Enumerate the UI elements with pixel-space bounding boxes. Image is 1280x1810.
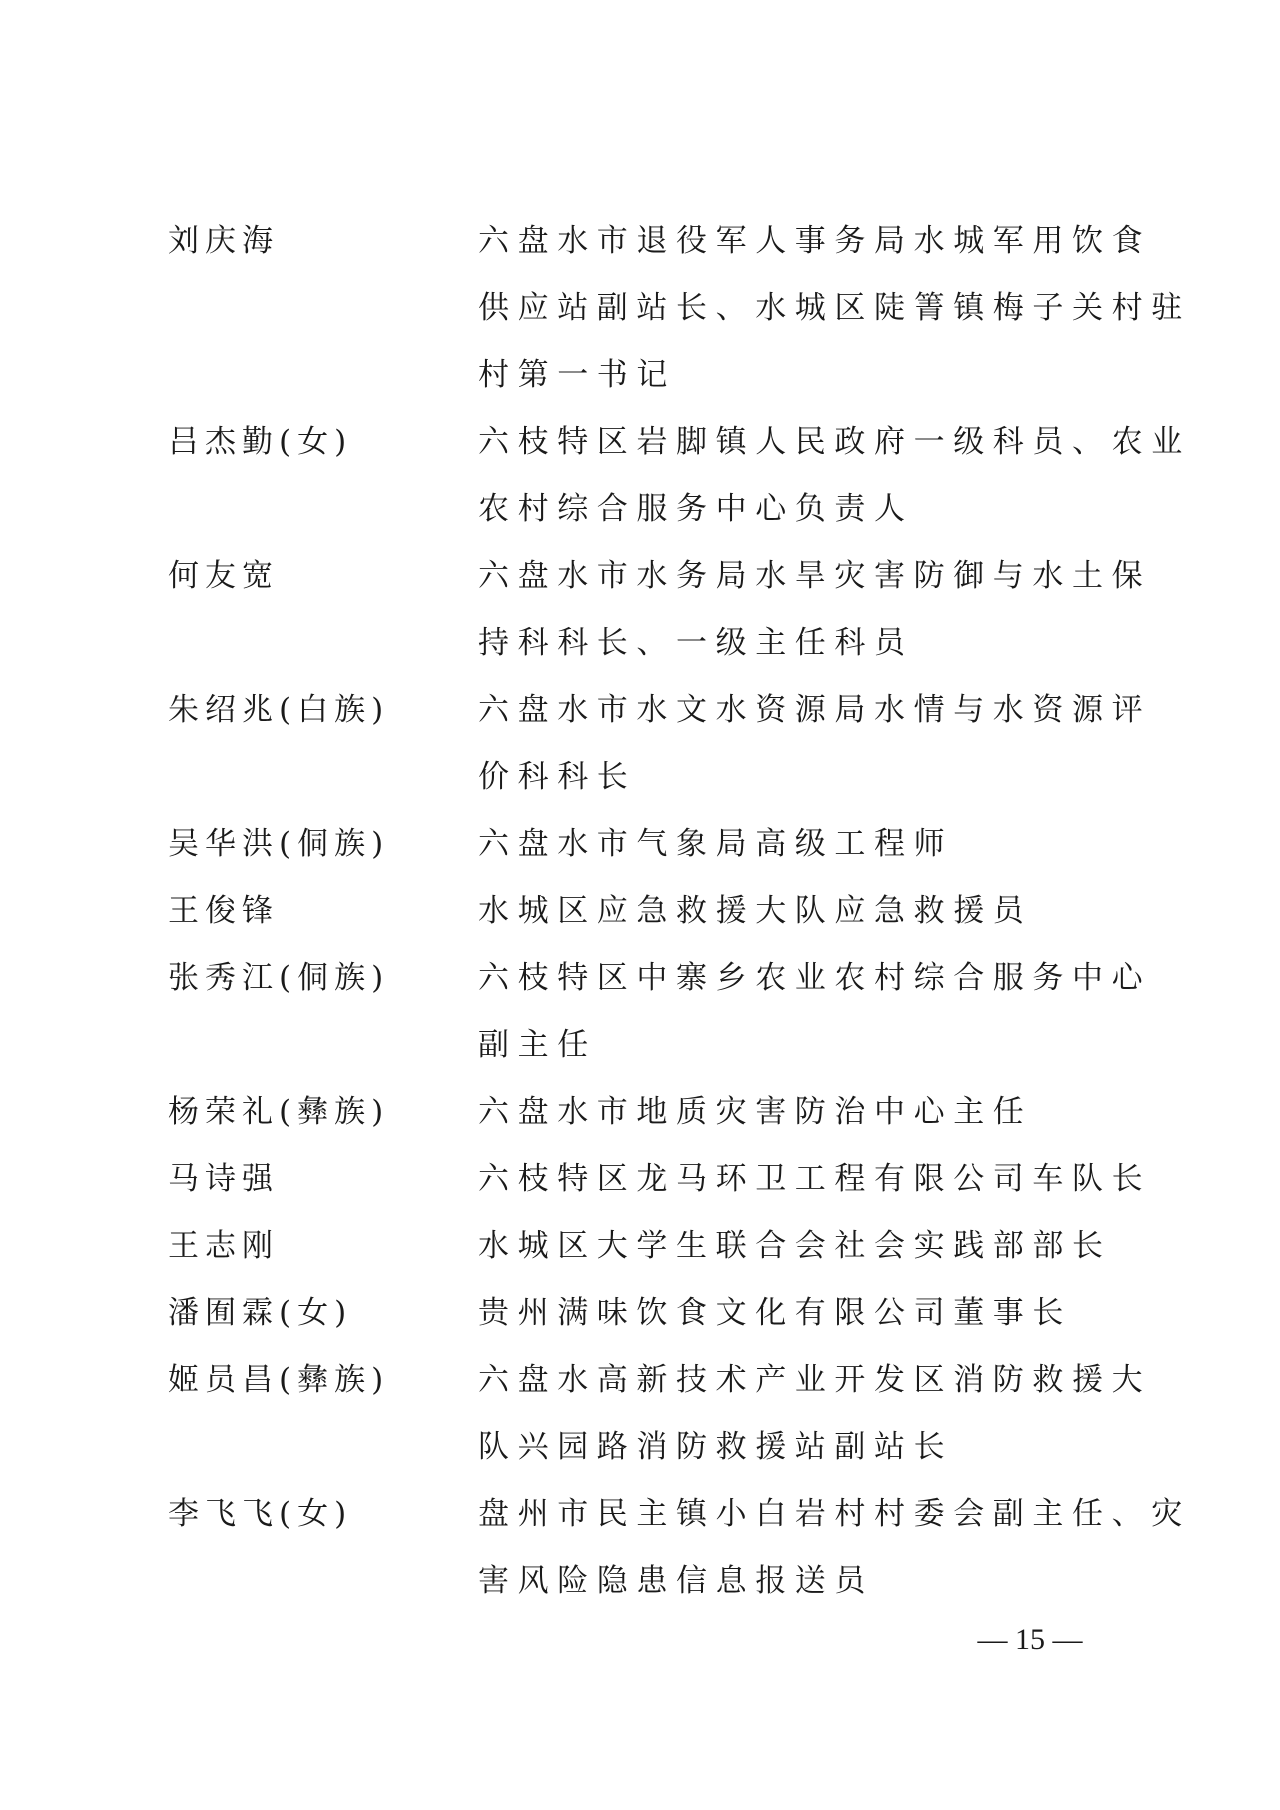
position-description	[478, 878, 1118, 945]
list-item	[168, 1213, 1128, 1280]
person-name: 潘囿霖(女)	[168, 1295, 353, 1331]
position-line: 六枝特区中寨乡农业农村综合服务中心	[478, 960, 1152, 996]
position-line: 贵州满味饮食文化有限公司董事长	[478, 1295, 1072, 1331]
position-line: 六盘水市水务局水旱灾害防御与水土保	[478, 558, 1152, 594]
list-item	[168, 1280, 1128, 1347]
position-line: 害风险隐患信息报送员	[478, 1563, 874, 1599]
position-description	[478, 1213, 1118, 1280]
position-line: 副主任	[478, 1027, 597, 1063]
list-item	[168, 1079, 1128, 1146]
person-name: 张秀江(侗族)	[168, 960, 390, 996]
position-description	[478, 409, 1191, 543]
position-line: 盘州市民主镇小白岩村村委会副主任、灾	[478, 1496, 1191, 1532]
person-name: 王志刚	[168, 1228, 279, 1264]
position-line: 六盘水市气象局高级工程师	[478, 826, 954, 862]
list-item	[168, 811, 1128, 878]
position-description	[478, 1146, 1152, 1213]
position-line: 六盘水市退役军人事务局水城军用饮食	[478, 223, 1152, 259]
position-description	[478, 1280, 1118, 1347]
position-line: 六盘水市地质灾害防治中心主任	[478, 1094, 1033, 1130]
person-name: 杨荣礼(彝族)	[168, 1094, 390, 1130]
position-line: 供应站副站长、水城区陡箐镇梅子关村驻	[478, 290, 1191, 326]
position-line: 村第一书记	[478, 357, 676, 393]
person-name: 朱绍兆(白族)	[168, 692, 390, 728]
person-name: 吕杰勤(女)	[168, 424, 353, 460]
list-item	[168, 543, 1152, 677]
position-description	[478, 1347, 1152, 1481]
list-item	[168, 945, 1152, 1079]
person-name: 吴华洪(侗族)	[168, 826, 390, 862]
list-item	[168, 1481, 1191, 1615]
position-description	[478, 1481, 1191, 1615]
list-item	[168, 409, 1191, 543]
position-line: 水城区大学生联合会社会实践部部长	[478, 1228, 1112, 1264]
person-name: 王俊锋	[168, 893, 279, 929]
position-line: 六枝特区岩脚镇人民政府一级科员、农业	[478, 424, 1191, 460]
position-line: 六盘水市水文水资源局水情与水资源评	[478, 692, 1152, 728]
list-item	[168, 208, 1191, 409]
position-description	[478, 543, 1152, 677]
page-number: — 15 —	[977, 1623, 1083, 1656]
person-name: 姬员昌(彝族)	[168, 1362, 390, 1398]
position-line: 水城区应急救援大队应急救援员	[478, 893, 1033, 929]
person-name: 李飞飞(女)	[168, 1496, 353, 1532]
position-line: 价科科长	[478, 759, 637, 795]
position-line: 农村综合服务中心负责人	[478, 491, 914, 527]
position-description	[478, 945, 1152, 1079]
list-item	[168, 677, 1152, 811]
list-item	[168, 878, 1128, 945]
position-description	[478, 677, 1152, 811]
honoree-list	[168, 208, 1191, 1615]
person-name: 何友宽	[168, 558, 279, 594]
list-item	[168, 1146, 1152, 1213]
position-description	[478, 1079, 1118, 1146]
position-line: 队兴园路消防救援站副站长	[478, 1429, 954, 1465]
position-description	[478, 208, 1191, 409]
person-name: 马诗强	[168, 1161, 279, 1197]
list-item	[168, 1347, 1152, 1481]
position-line: 六枝特区龙马环卫工程有限公司车队长	[478, 1161, 1152, 1197]
person-name: 刘庆海	[168, 223, 279, 259]
position-line: 持科科长、一级主任科员	[478, 625, 914, 661]
position-description	[478, 811, 1118, 878]
position-line: 六盘水高新技术产业开发区消防救援大	[478, 1362, 1152, 1398]
